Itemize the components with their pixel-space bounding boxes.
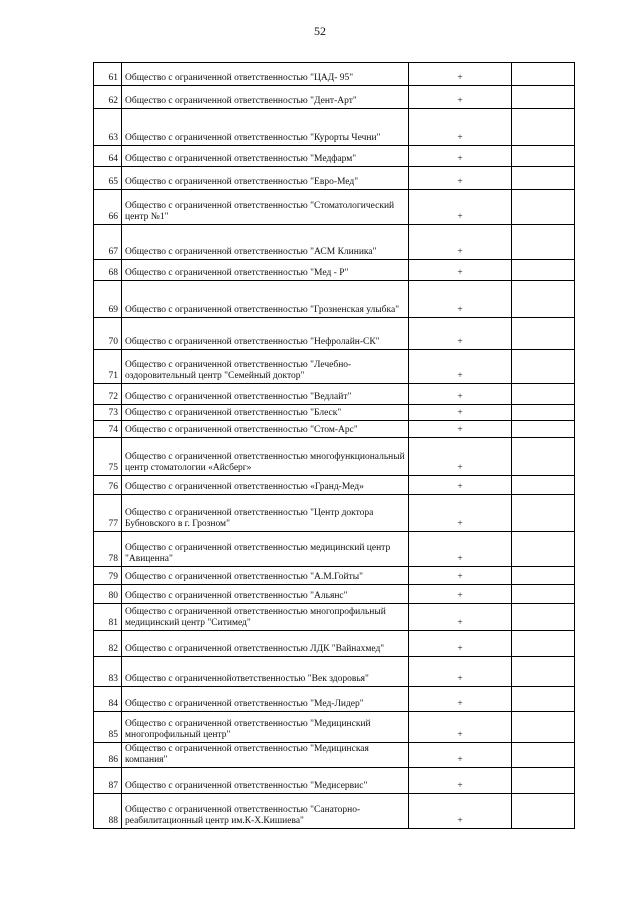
- table-body: [94, 63, 575, 829]
- note-cell: [512, 421, 575, 438]
- inclusion-mark: +: [409, 281, 512, 318]
- table-row: [94, 585, 575, 604]
- table-row: [94, 604, 575, 631]
- organization-name: Общество с ограниченной ответственностью "Стоматологический центр №1": [122, 190, 409, 225]
- inclusion-mark: +: [409, 63, 512, 86]
- row-number: 87: [94, 768, 122, 794]
- note-cell: [512, 167, 575, 190]
- table-row: [94, 631, 575, 657]
- note-cell: [512, 281, 575, 318]
- row-number: 78: [94, 532, 122, 567]
- row-number: 83: [94, 657, 122, 687]
- row-number: 73: [94, 405, 122, 421]
- row-number: 74: [94, 421, 122, 438]
- inclusion-mark: +: [409, 604, 512, 631]
- organization-name: Общество с ограниченной ответственностью "Дент-Арт": [122, 86, 409, 109]
- table-row: [94, 146, 575, 167]
- row-number: 71: [94, 350, 122, 384]
- organization-name: Общество с ограниченной ответственностью "Санаторно-реабилитационный центр им.К-Х.Кишиева": [122, 794, 409, 829]
- note-cell: [512, 405, 575, 421]
- row-number: 63: [94, 109, 122, 146]
- inclusion-mark: +: [409, 350, 512, 384]
- table-row: [94, 794, 575, 829]
- inclusion-mark: +: [409, 86, 512, 109]
- table-row: [94, 109, 575, 146]
- inclusion-mark: +: [409, 167, 512, 190]
- inclusion-mark: +: [409, 260, 512, 281]
- note-cell: [512, 743, 575, 768]
- note-cell: [512, 476, 575, 495]
- note-cell: [512, 438, 575, 476]
- note-cell: [512, 86, 575, 109]
- inclusion-mark: +: [409, 476, 512, 495]
- table-row: [94, 405, 575, 421]
- organization-name: Общество с ограниченной ответственностью "Лечебно-оздоровительный центр "Семейный доктор": [122, 350, 409, 384]
- inclusion-mark: +: [409, 438, 512, 476]
- note-cell: [512, 146, 575, 167]
- row-number: 64: [94, 146, 122, 167]
- table-row: [94, 167, 575, 190]
- table-row: [94, 532, 575, 567]
- table-row: [94, 281, 575, 318]
- row-number: 86: [94, 743, 122, 768]
- table-row: [94, 384, 575, 405]
- note-cell: [512, 63, 575, 86]
- inclusion-mark: +: [409, 405, 512, 421]
- row-number: 67: [94, 225, 122, 260]
- organization-name: Общество с ограниченной ответственностью "АСМ Клиника": [122, 225, 409, 260]
- note-cell: [512, 109, 575, 146]
- table-row: [94, 63, 575, 86]
- inclusion-mark: +: [409, 768, 512, 794]
- table-row: [94, 768, 575, 794]
- row-number: 75: [94, 438, 122, 476]
- table-row: [94, 495, 575, 532]
- table-row: [94, 350, 575, 384]
- organization-name: Общество с ограниченной ответственностью многофункциональный центр стоматологии «Айсберг»: [122, 438, 409, 476]
- organization-name: Общество с ограниченной ответственностью "Мед-Лидер": [122, 687, 409, 712]
- organization-name: Общество с ограниченной ответственностью "Медицинский многопрофильный центр": [122, 712, 409, 743]
- organization-name: Общество с ограниченной ответственностью "Медисервис": [122, 768, 409, 794]
- organization-name: Общество с ограниченной ответственностью "Альянс": [122, 585, 409, 604]
- table-row: [94, 657, 575, 687]
- inclusion-mark: +: [409, 687, 512, 712]
- organizations-table: [93, 62, 575, 829]
- note-cell: [512, 318, 575, 350]
- row-number: 81: [94, 604, 122, 631]
- row-number: 70: [94, 318, 122, 350]
- row-number: 88: [94, 794, 122, 829]
- table-row: [94, 743, 575, 768]
- inclusion-mark: +: [409, 421, 512, 438]
- inclusion-mark: +: [409, 225, 512, 260]
- row-number: 76: [94, 476, 122, 495]
- table-row: [94, 687, 575, 712]
- organization-name: Общество с ограниченной ответственностью "Медицинская компания": [122, 743, 409, 768]
- row-number: 61: [94, 63, 122, 86]
- table-row: [94, 421, 575, 438]
- row-number: 66: [94, 190, 122, 225]
- note-cell: [512, 712, 575, 743]
- note-cell: [512, 190, 575, 225]
- organization-name: Общество с ограниченной ответственностью "Мед - Р": [122, 260, 409, 281]
- note-cell: [512, 604, 575, 631]
- inclusion-mark: +: [409, 146, 512, 167]
- table-row: [94, 318, 575, 350]
- table-row: [94, 438, 575, 476]
- inclusion-mark: +: [409, 109, 512, 146]
- organization-name: Общество с ограниченной ответственностью "Ведлайт": [122, 384, 409, 405]
- organization-name: Общество с ограниченной ответственностью ЛДК "Вайнахмед": [122, 631, 409, 657]
- row-number: 77: [94, 495, 122, 532]
- inclusion-mark: +: [409, 190, 512, 225]
- inclusion-mark: +: [409, 318, 512, 350]
- organization-name: Общество с ограниченной ответственностью "Курорты Чечни": [122, 109, 409, 146]
- note-cell: [512, 794, 575, 829]
- row-number: 85: [94, 712, 122, 743]
- inclusion-mark: +: [409, 495, 512, 532]
- note-cell: [512, 495, 575, 532]
- inclusion-mark: +: [409, 794, 512, 829]
- table-row: [94, 225, 575, 260]
- row-number: 62: [94, 86, 122, 109]
- organization-name: Общество с ограниченной ответственностью "Центр доктора Бубновского в г. Грозном": [122, 495, 409, 532]
- row-number: 80: [94, 585, 122, 604]
- row-number: 72: [94, 384, 122, 405]
- inclusion-mark: +: [409, 384, 512, 405]
- note-cell: [512, 585, 575, 604]
- inclusion-mark: +: [409, 585, 512, 604]
- note-cell: [512, 657, 575, 687]
- organization-name: Общество с ограниченнойответственностью "Век здоровья": [122, 657, 409, 687]
- inclusion-mark: +: [409, 532, 512, 567]
- note-cell: [512, 687, 575, 712]
- row-number: 84: [94, 687, 122, 712]
- inclusion-mark: +: [409, 567, 512, 585]
- inclusion-mark: +: [409, 631, 512, 657]
- organization-name: Общество с ограниченной ответственностью "ЦАД- 95": [122, 63, 409, 86]
- note-cell: [512, 384, 575, 405]
- note-cell: [512, 350, 575, 384]
- organization-name: Общество с ограниченной ответственностью «Гранд-Мед»: [122, 476, 409, 495]
- row-number: 65: [94, 167, 122, 190]
- note-cell: [512, 567, 575, 585]
- table-row: [94, 260, 575, 281]
- note-cell: [512, 532, 575, 567]
- page-number: 52: [314, 24, 326, 38]
- organization-name: Общество с ограниченной ответственностью "Грозненская улыбка": [122, 281, 409, 318]
- row-number: 68: [94, 260, 122, 281]
- inclusion-mark: +: [409, 743, 512, 768]
- row-number: 82: [94, 631, 122, 657]
- organization-name: Общество с ограниченной ответственностью "Блеск": [122, 405, 409, 421]
- row-number: 69: [94, 281, 122, 318]
- table-row: [94, 712, 575, 743]
- note-cell: [512, 225, 575, 260]
- note-cell: [512, 768, 575, 794]
- note-cell: [512, 631, 575, 657]
- note-cell: [512, 260, 575, 281]
- organization-name: Общество с ограниченной ответственностью медицинский центр "Авиценна": [122, 532, 409, 567]
- inclusion-mark: +: [409, 712, 512, 743]
- inclusion-mark: +: [409, 657, 512, 687]
- organization-name: Общество с ограниченной ответственностью "А.М.Гойты": [122, 567, 409, 585]
- organization-name: Общество с ограниченной ответственностью "Медфарм": [122, 146, 409, 167]
- table-row: [94, 86, 575, 109]
- organization-name: Общество с ограниченной ответственностью "Нефролайн-СК": [122, 318, 409, 350]
- organization-name: Общество с ограниченной ответственностью "Стом-Арс": [122, 421, 409, 438]
- row-number: 79: [94, 567, 122, 585]
- table-row: [94, 476, 575, 495]
- table-row: [94, 567, 575, 585]
- organization-name: Общество с ограниченной ответственностью "Евро-Мед": [122, 167, 409, 190]
- organization-name: Общество с ограниченной ответственностью многопрофильный медицинский центр "Ситимед": [122, 604, 409, 631]
- table-row: [94, 190, 575, 225]
